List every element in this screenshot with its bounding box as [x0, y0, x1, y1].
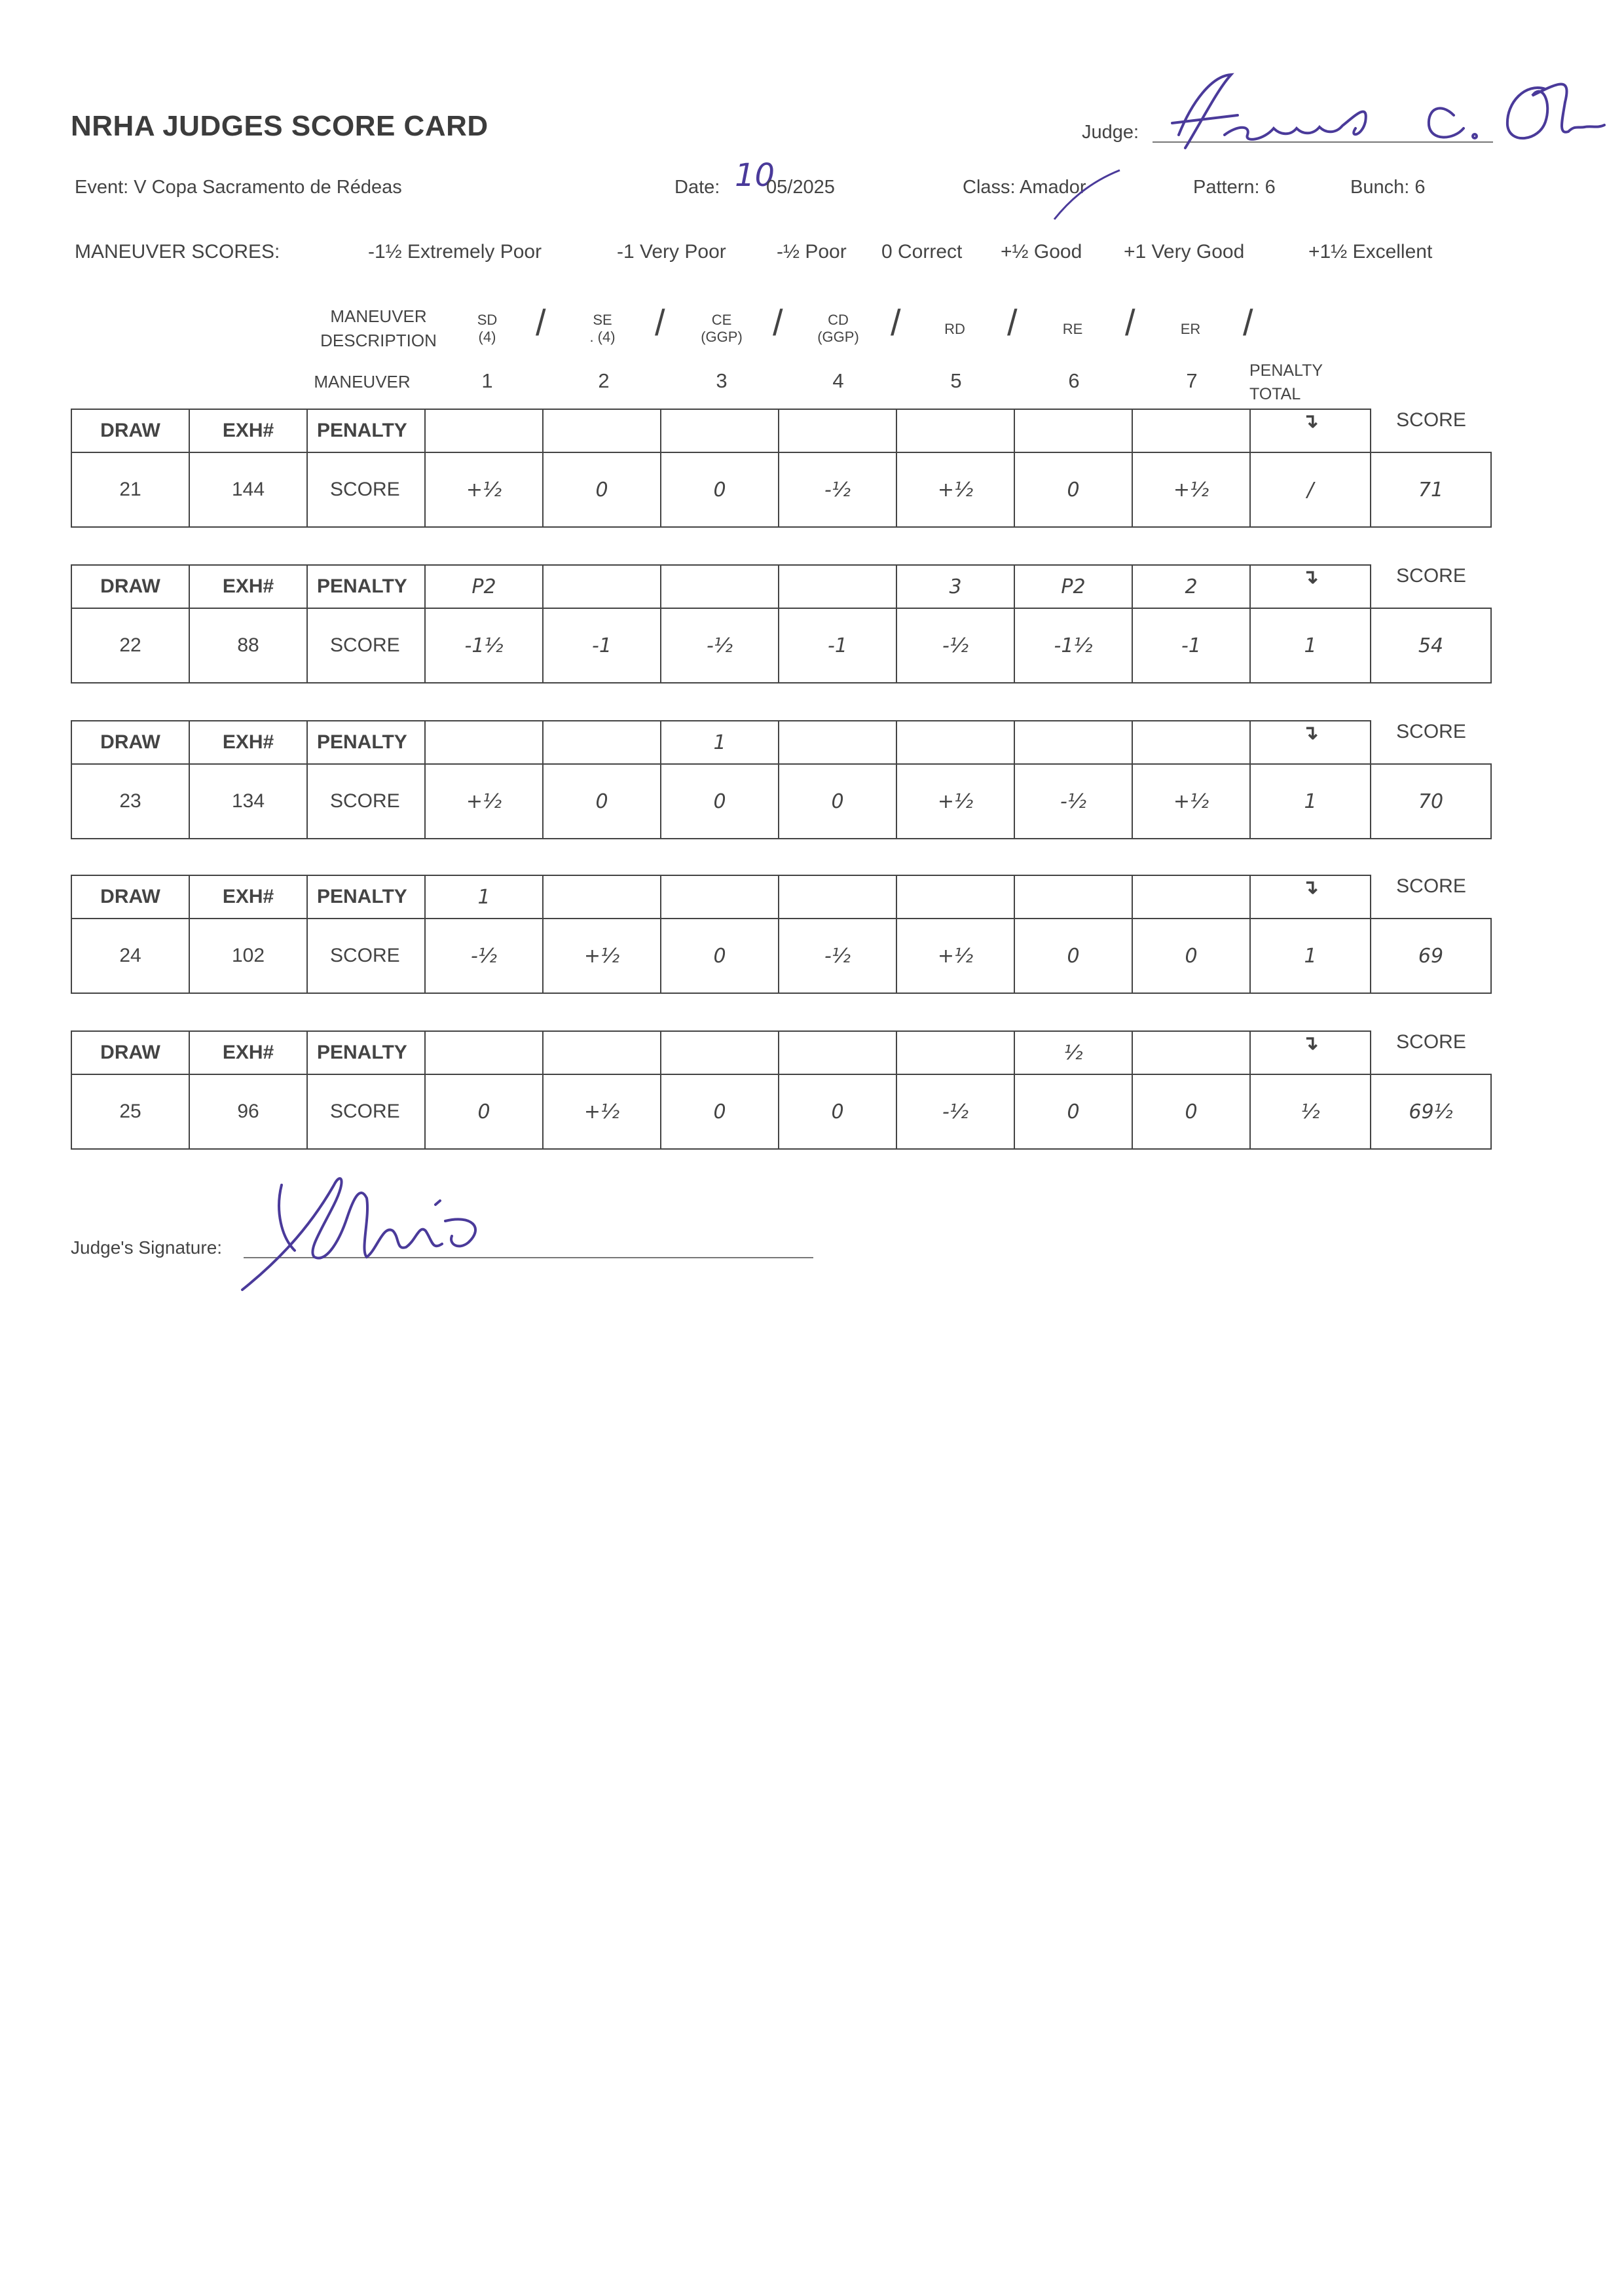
maneuver-score-cell[interactable]: -½	[896, 1074, 1014, 1149]
scale-item: -½ Poor	[777, 241, 847, 263]
penalty-cell[interactable]	[425, 721, 543, 764]
penalty-cell[interactable]	[661, 565, 779, 608]
score-label: SCORE	[307, 1074, 425, 1149]
penalty-cell[interactable]: 3	[896, 565, 1014, 608]
score-row-block-25	[71, 1030, 1492, 1150]
penalty-cell[interactable]	[1014, 409, 1132, 452]
score-header: SCORE	[1371, 565, 1491, 608]
maneuver-score-cell[interactable]: 0	[543, 764, 661, 839]
penalty-cell[interactable]	[425, 409, 543, 452]
maneuver-code-6: RE	[1062, 321, 1083, 337]
exh-header: EXH#	[189, 409, 307, 452]
penalty-cell[interactable]: P2	[425, 565, 543, 608]
maneuver-score-cell[interactable]: 0	[1132, 1074, 1250, 1149]
slash-divider: /	[1243, 302, 1253, 343]
maneuver-score-cell[interactable]: -½	[425, 919, 543, 993]
exh-number: 96	[189, 1074, 307, 1149]
penalty-cell[interactable]	[779, 565, 896, 608]
exh-header: EXH#	[189, 721, 307, 764]
date-day-handwritten: 10	[735, 157, 775, 194]
pattern-label: Pattern: 6	[1193, 177, 1276, 198]
score-label: SCORE	[307, 452, 425, 527]
judge-signature-image	[1139, 63, 1624, 161]
date-label: Date:	[674, 177, 720, 198]
penalty-cell[interactable]	[661, 409, 779, 452]
draw-number: 21	[71, 452, 189, 527]
maneuver-score-cell[interactable]: 0	[1014, 452, 1132, 527]
maneuver-score-cell[interactable]: +½	[543, 1074, 661, 1149]
date-rest: 05/2025	[766, 177, 835, 198]
maneuver-score-cell[interactable]: 0	[1014, 919, 1132, 993]
scale-item: +½ Good	[1001, 241, 1082, 263]
arrow-down-icon: ↴	[1250, 875, 1371, 919]
maneuver-score-cell[interactable]: -½	[896, 608, 1014, 683]
maneuver-number: 7	[1186, 369, 1198, 392]
exh-number: 134	[189, 764, 307, 839]
draw-header: DRAW	[71, 721, 189, 764]
draw-number: 22	[71, 608, 189, 683]
maneuver-score-cell[interactable]: 0	[1132, 919, 1250, 993]
maneuver-score-cell[interactable]: +½	[425, 452, 543, 527]
arrow-down-icon: ↴	[1250, 721, 1371, 764]
penalty-cell[interactable]	[1132, 409, 1250, 452]
maneuver-score-cell[interactable]: 0	[661, 452, 779, 527]
penalty-cell[interactable]	[779, 875, 896, 919]
maneuver-score-cell[interactable]: -½	[661, 608, 779, 683]
maneuver-desc-label: MANEUVER DESCRIPTION	[320, 306, 437, 350]
class-label: Class: Amador	[963, 177, 1086, 198]
maneuver-code-4: CD (GGP)	[817, 312, 859, 345]
penalty-cell[interactable]	[425, 1031, 543, 1074]
exh-number: 144	[189, 452, 307, 527]
score-label: SCORE	[307, 919, 425, 993]
penalty-cell[interactable]	[1132, 875, 1250, 919]
penalty-total-cell[interactable]: 1	[1250, 764, 1371, 839]
penalty-cell[interactable]	[661, 1031, 779, 1074]
class-check-mark	[1048, 164, 1126, 223]
maneuver-number: 5	[950, 369, 962, 392]
slash-divider: /	[773, 302, 783, 343]
maneuver-number-label: MANEUVER	[314, 372, 411, 392]
maneuver-code-5: RD	[944, 321, 965, 337]
penalty-cell[interactable]	[661, 875, 779, 919]
score-label: SCORE	[307, 764, 425, 839]
penalty-cell[interactable]	[1014, 875, 1132, 919]
bunch-label: Bunch: 6	[1350, 177, 1426, 198]
score-header: SCORE	[1371, 875, 1491, 919]
maneuver-code-7: ER	[1180, 321, 1201, 337]
maneuver-score-cell[interactable]: 0	[543, 452, 661, 527]
maneuver-number: 4	[832, 369, 844, 392]
maneuver-score-cell[interactable]: +½	[896, 764, 1014, 839]
maneuver-number: 2	[598, 369, 610, 392]
maneuver-score-cell[interactable]: 0	[661, 1074, 779, 1149]
slash-divider: /	[536, 302, 546, 343]
draw-header: DRAW	[71, 875, 189, 919]
penalty-cell[interactable]: 1	[425, 875, 543, 919]
penalty-cell[interactable]	[779, 409, 896, 452]
penalty-label: PENALTY	[307, 875, 425, 919]
penalty-label: PENALTY	[307, 565, 425, 608]
score-header: SCORE	[1371, 1031, 1491, 1074]
judge-label: Judge:	[1082, 122, 1139, 143]
penalty-cell[interactable]	[1132, 1031, 1250, 1074]
penalty-cell[interactable]: 2	[1132, 565, 1250, 608]
draw-header: DRAW	[71, 565, 189, 608]
draw-number: 23	[71, 764, 189, 839]
exh-number: 102	[189, 919, 307, 993]
maneuver-score-cell[interactable]: -1½	[425, 608, 543, 683]
signature-label: Judge's Signature:	[71, 1237, 223, 1258]
penalty-cell[interactable]	[896, 721, 1014, 764]
maneuver-score-cell[interactable]: -1	[1132, 608, 1250, 683]
scale-item: -1½ Extremely Poor	[368, 241, 542, 263]
judge-signature-scribble	[236, 1159, 511, 1296]
penalty-total-cell[interactable]: 1	[1250, 608, 1371, 683]
maneuver-score-cell[interactable]: +½	[1132, 452, 1250, 527]
maneuver-score-cell[interactable]: 0	[779, 1074, 896, 1149]
maneuver-number: 6	[1068, 369, 1080, 392]
maneuver-score-cell[interactable]: +½	[896, 919, 1014, 993]
penalty-cell[interactable]	[779, 1031, 896, 1074]
penalty-cell[interactable]	[896, 409, 1014, 452]
score-header: SCORE	[1371, 409, 1491, 452]
maneuver-score-cell[interactable]: +½	[1132, 764, 1250, 839]
penalty-cell[interactable]	[543, 409, 661, 452]
scale-item: +1 Very Good	[1124, 241, 1245, 263]
maneuver-score-cell[interactable]: 0	[779, 764, 896, 839]
draw-header: DRAW	[71, 1031, 189, 1074]
maneuver-code-1: SD (4)	[477, 312, 498, 345]
maneuver-score-cell[interactable]: 0	[661, 764, 779, 839]
penalty-label: PENALTY	[307, 1031, 425, 1074]
scale-item: +1½ Excellent	[1308, 241, 1433, 263]
penalty-cell[interactable]	[543, 1031, 661, 1074]
exh-header: EXH#	[189, 1031, 307, 1074]
penalty-total-cell[interactable]: ½	[1250, 1074, 1371, 1149]
draw-header: DRAW	[71, 409, 189, 452]
maneuver-number: 1	[481, 369, 493, 392]
final-score-cell[interactable]: 70	[1371, 764, 1491, 839]
final-score-cell[interactable]: 69½	[1371, 1074, 1491, 1149]
maneuver-score-cell[interactable]: -1	[779, 608, 896, 683]
score-row-block-21	[71, 409, 1492, 528]
maneuver-score-cell[interactable]: -½	[779, 919, 896, 993]
maneuver-score-cell[interactable]: -½	[779, 452, 896, 527]
draw-number: 24	[71, 919, 189, 993]
penalty-total-cell[interactable]: 1	[1250, 919, 1371, 993]
score-row-block-23	[71, 720, 1492, 839]
score-header: SCORE	[1371, 721, 1491, 764]
penalty-cell[interactable]: ½	[1014, 1031, 1132, 1074]
page-title: NRHA JUDGES SCORE CARD	[71, 110, 489, 142]
penalty-cell[interactable]	[543, 875, 661, 919]
maneuver-score-cell[interactable]: -1	[543, 608, 661, 683]
penalty-total-label: PENALTY TOTAL	[1249, 361, 1323, 403]
maneuver-code-2: SE . (4)	[589, 312, 616, 345]
slash-divider: /	[655, 302, 665, 343]
score-row-block-22	[71, 564, 1492, 683]
final-score-cell[interactable]: 54	[1371, 608, 1491, 683]
scale-item: 0 Correct	[881, 241, 963, 263]
penalty-cell[interactable]	[1014, 721, 1132, 764]
maneuver-score-cell[interactable]: 0	[661, 919, 779, 993]
maneuver-score-cell[interactable]: 0	[425, 1074, 543, 1149]
maneuver-score-cell[interactable]: 0	[1014, 1074, 1132, 1149]
slash-divider: /	[1125, 302, 1135, 343]
penalty-cell[interactable]	[1132, 721, 1250, 764]
exh-number: 88	[189, 608, 307, 683]
scale-item: -1 Very Poor	[617, 241, 726, 263]
maneuver-score-cell[interactable]: -1½	[1014, 608, 1132, 683]
score-row-block-24	[71, 875, 1492, 994]
penalty-label: PENALTY	[307, 409, 425, 452]
maneuver-score-cell[interactable]: +½	[896, 452, 1014, 527]
final-score-cell[interactable]: 69	[1371, 919, 1491, 993]
event-label: Event: V Copa Sacramento de Rédeas	[75, 177, 402, 198]
maneuver-score-cell[interactable]: +½	[425, 764, 543, 839]
maneuver-score-cell[interactable]: -½	[1014, 764, 1132, 839]
penalty-cell[interactable]	[896, 875, 1014, 919]
penalty-cell[interactable]: P2	[1014, 565, 1132, 608]
maneuver-code-3: CE (GGP)	[701, 312, 743, 345]
penalty-cell[interactable]: 1	[661, 721, 779, 764]
arrow-down-icon: ↴	[1250, 1031, 1371, 1074]
exh-header: EXH#	[189, 875, 307, 919]
maneuver-score-cell[interactable]: +½	[543, 919, 661, 993]
exh-header: EXH#	[189, 565, 307, 608]
arrow-down-icon: ↴	[1250, 409, 1371, 452]
penalty-cell[interactable]	[779, 721, 896, 764]
penalty-label: PENALTY	[307, 721, 425, 764]
maneuver-number: 3	[716, 369, 728, 392]
penalty-cell[interactable]	[896, 1031, 1014, 1074]
penalty-cell[interactable]	[543, 565, 661, 608]
penalty-total-cell[interactable]: /	[1250, 452, 1371, 527]
maneuver-scores-label: MANEUVER SCORES:	[75, 241, 280, 263]
arrow-down-icon: ↴	[1250, 565, 1371, 608]
penalty-cell[interactable]	[543, 721, 661, 764]
slash-divider: /	[891, 302, 901, 343]
final-score-cell[interactable]: 71	[1371, 452, 1491, 527]
score-label: SCORE	[307, 608, 425, 683]
slash-divider: /	[1007, 302, 1018, 343]
draw-number: 25	[71, 1074, 189, 1149]
